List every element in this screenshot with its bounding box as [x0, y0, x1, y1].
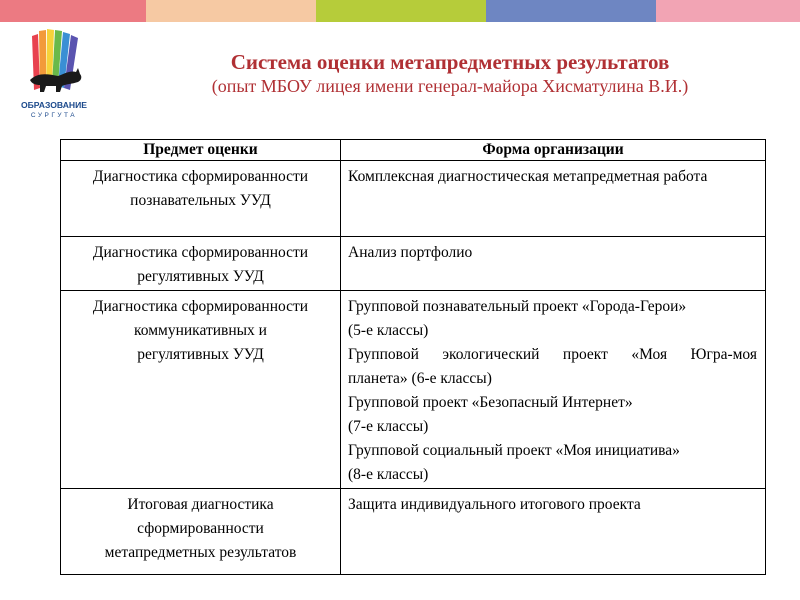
subject-line: коммуникативных и: [134, 322, 267, 339]
page-subtitle: (опыт МБОУ лицея имени генерал-майора Хисматулина В.И.): [211, 76, 689, 96]
form-line: Комплексная диагностическая метапредметная работа: [348, 168, 708, 185]
logo-text-line2: СУРГУТА: [30, 112, 78, 119]
form-line: Групповой экологический проект «Моя Югра-моя: [348, 346, 757, 363]
header-form: Форма организации: [341, 140, 766, 161]
form-line: Групповой социальный проект «Моя инициатива»: [348, 442, 680, 459]
form-line: Групповой проект «Безопасный Интернет»: [348, 394, 633, 411]
table-row: [61, 291, 766, 489]
cell-form: [341, 161, 766, 237]
metasubject-table: [60, 139, 766, 575]
stripe-pink: [0, 0, 146, 22]
subject-line: регулятивных УУД: [137, 268, 264, 285]
header-subject: Предмет оценки: [61, 140, 341, 161]
form-line: Анализ портфолио: [348, 244, 473, 261]
subject-line: Итоговая диагностика: [127, 496, 274, 513]
cell-subject: [61, 161, 341, 237]
subject-line: Диагностика сформированности: [92, 298, 309, 315]
page-title: Система оценки метапредметных результатов: [230, 50, 670, 74]
subject-line: регулятивных УУД: [137, 346, 264, 363]
cell-form: [341, 291, 766, 489]
cell-subject: [61, 489, 341, 575]
header-stripes: [0, 0, 800, 22]
table-row: [61, 161, 766, 237]
table-header-row: [61, 140, 766, 161]
stripe-rose: [656, 0, 800, 22]
subject-line: Диагностика сформированности: [92, 244, 309, 261]
form-line: (7-е классы): [348, 418, 429, 435]
logo-text-line1: ОБРАЗОВАНИЕ: [20, 100, 88, 110]
stripe-peach: [146, 0, 316, 22]
subject-line: сформированности: [137, 520, 264, 537]
table-row: [61, 489, 766, 575]
form-line: Защита индивидуального итогового проекта: [348, 496, 641, 513]
table-row: [61, 237, 766, 291]
cell-form: [341, 489, 766, 575]
form-line: (5-е классы): [348, 322, 429, 339]
form-line: планета» (6-е классы): [348, 370, 492, 387]
subject-line: Диагностика сформированности: [92, 168, 309, 185]
cell-subject: [61, 237, 341, 291]
form-line: (8-е классы): [348, 466, 429, 483]
cell-form: [341, 237, 766, 291]
subject-line: познавательных УУД: [130, 192, 271, 209]
education-surgut-logo: [18, 28, 90, 120]
subject-line: метапредметных результатов: [104, 544, 297, 561]
stripe-green: [316, 0, 486, 22]
form-line: Групповой познавательный проект «Города-Герои»: [348, 298, 687, 315]
stripe-blue: [486, 0, 656, 22]
cell-subject: [61, 291, 341, 489]
